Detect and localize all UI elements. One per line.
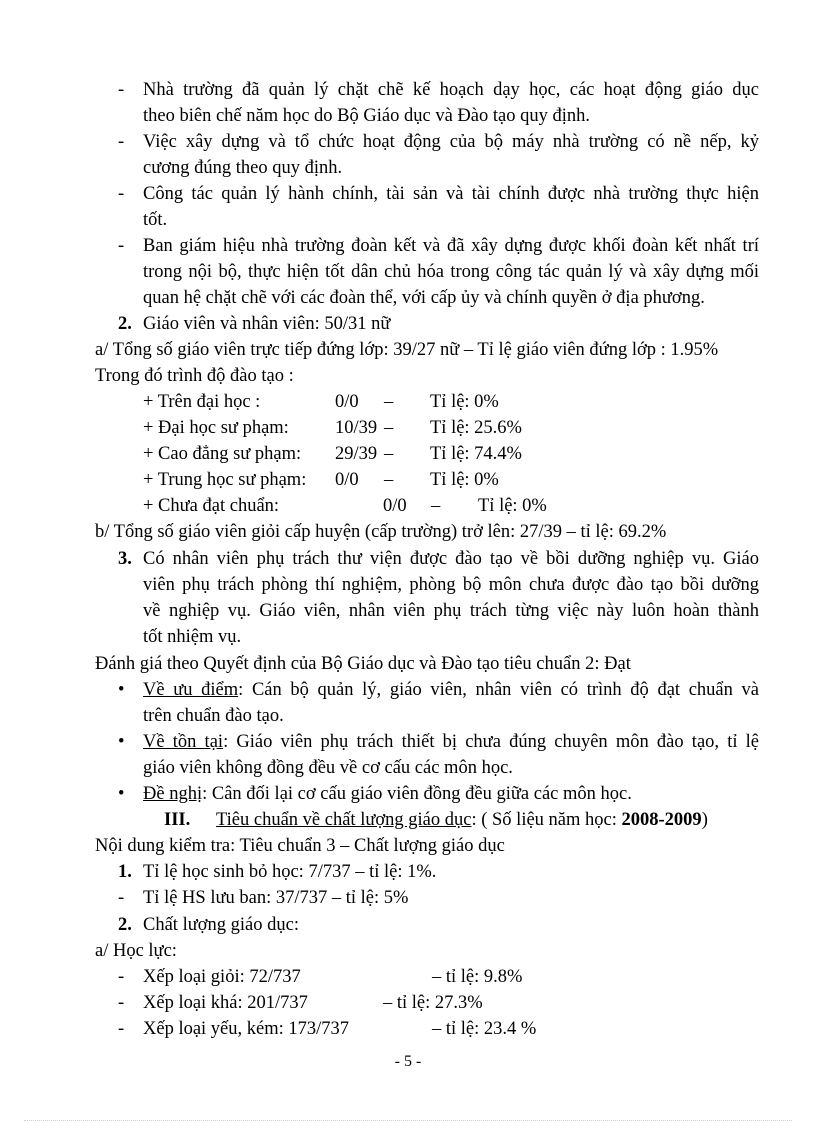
paragraph-line: Tỉ lệ học sinh bỏ học: 7/737 – tỉ lệ: 1%.	[143, 862, 437, 882]
training-value: 0/0	[335, 392, 359, 412]
dash-marker: -	[118, 132, 125, 152]
training-label: + Trên đại học :	[143, 392, 261, 412]
grade-label: Xếp loại giỏi: 72/737	[143, 967, 301, 987]
dash-marker: -	[118, 993, 125, 1013]
eval-text: : Cán bộ quản lý, giáo viên, nhân viên có trình độ đạt chuẩn và	[238, 680, 759, 700]
paragraph-line: a/ Học lực:	[95, 941, 177, 961]
training-dash: –	[384, 470, 394, 490]
eval-head: Về tồn tại	[143, 732, 224, 752]
bullet-marker: •	[118, 680, 125, 700]
paragraph-line: cương đúng theo quy định.	[143, 158, 343, 178]
paragraph-line: Nội dung kiểm tra: Tiêu chuẩn 3 – Chất lượng giáo dục	[95, 836, 505, 856]
training-rate: Tỉ lệ: 0%	[478, 496, 547, 516]
item-number: 2.	[118, 314, 132, 334]
grade-rate: – tỉ lệ: 9.8%	[432, 967, 523, 987]
section-title: Tiêu chuẩn về chất lượng giáo dục	[216, 810, 472, 830]
training-rate: Tỉ lệ: 25.6%	[430, 418, 522, 438]
grade-rate: – tỉ lệ: 23.4 %	[432, 1019, 537, 1039]
paragraph-line: Công tác quản lý hành chính, tài sản và tài chính được nhà trường thực hiện	[143, 184, 759, 204]
section-note-end: )	[701, 810, 708, 830]
grade-label: Xếp loại yếu, kém: 173/737	[143, 1019, 350, 1039]
paragraph-line: b/ Tổng số giáo viên giỏi cấp huyện (cấp trường) trở lên: 27/39 – tỉ lệ: 69.2%	[95, 522, 667, 542]
paragraph-line: Đánh giá theo Quyết định của Bộ Giáo dục và Đào tạo tiêu chuẩn 2: Đạt	[95, 654, 631, 674]
eval-head: Về ưu điểm	[143, 680, 239, 700]
training-value: 29/39	[335, 444, 378, 464]
paragraph-line: Nhà trường đã quản lý chặt chẽ kế hoạch dạy học, các hoạt động giáo dục	[143, 80, 759, 100]
item-heading: Giáo viên và nhân viên: 50/31 nữ	[143, 314, 391, 334]
grade-label: Xếp loại khá: 201/737	[143, 993, 308, 1013]
paragraph-line: Tỉ lệ HS lưu ban: 37/737 – tỉ lệ: 5%	[143, 888, 409, 908]
training-dash: –	[384, 444, 394, 464]
training-value: 10/39	[335, 418, 378, 438]
dash-marker: -	[118, 967, 125, 987]
paragraph-line: Ban giám hiệu nhà trường đoàn kết và đã xây dựng được khối đoàn kết nhất trí	[143, 236, 759, 256]
training-dash: –	[384, 392, 394, 412]
training-rate: Tỉ lệ: 74.4%	[430, 444, 522, 464]
item-heading: Chất lượng giáo dục:	[143, 915, 299, 935]
training-value: 0/0	[335, 470, 359, 490]
paragraph-line: Có nhân viên phụ trách thư viện được đào tạo về bồi dưỡng nghiệp vụ. Giáo	[143, 549, 759, 569]
paragraph-line: giáo viên không đồng đều về cơ cấu các môn học.	[143, 758, 513, 778]
paragraph-line: về nghiệp vụ. Giáo viên, nhân viên phụ trách từng việc này luôn hoàn thành	[143, 601, 759, 621]
bullet-marker: •	[118, 784, 125, 804]
paragraph-line: trong nội bộ, thực hiện tốt dân chủ hóa trong công tác quản lý và xây dựng mối	[143, 262, 759, 282]
paragraph-line: Việc xây dựng và tổ chức hoạt động của bộ máy nhà trường có nề nếp, kỷ	[143, 132, 759, 152]
paragraph-line: theo biên chế năm học do Bộ Giáo dục và Đào tạo quy định.	[143, 106, 590, 126]
item-number: 2.	[118, 915, 132, 935]
bullet-marker: •	[118, 732, 125, 752]
dash-marker: -	[118, 80, 125, 100]
paragraph-line: tốt.	[143, 210, 168, 230]
paragraph-line: viên phụ trách phòng thí nghiệm, phòng bộ môn chưa được đào tạo bồi dưỡng	[143, 575, 759, 595]
training-label: + Chưa đạt chuẩn:	[143, 496, 280, 516]
item-number: 1.	[118, 862, 132, 882]
paragraph-line: a/ Tổng số giáo viên trực tiếp đứng lớp: 39/27 nữ – Tỉ lệ giáo viên đứng lớp : 1.95%	[95, 340, 719, 360]
paragraph-line: quan hệ chặt chẽ với các đoàn thể, với cấp ủy và chính quyền ở địa phương.	[143, 288, 705, 308]
paragraph-line: tốt nhiệm vụ.	[143, 627, 242, 647]
paragraph-line	[143, 677, 759, 703]
section-year: 2008-2009	[621, 810, 702, 830]
eval-text: : Giáo viên phụ trách thiết bị chưa đúng chuyên môn đào tạo, tỉ lệ	[223, 732, 760, 752]
training-label: + Đại học sư phạm:	[143, 418, 289, 438]
item-number: 3.	[118, 549, 132, 569]
training-label: + Cao đẳng sư phạm:	[143, 444, 302, 464]
training-rate: Tỉ lệ: 0%	[430, 392, 499, 412]
training-dash: –	[431, 496, 441, 516]
dash-marker: -	[118, 1019, 125, 1039]
section-note: : ( Số liệu năm học:	[471, 810, 622, 830]
dash-marker: -	[118, 236, 125, 256]
paragraph-line: Trong đó trình độ đào tạo :	[95, 366, 294, 386]
grade-rate: – tỉ lệ: 27.3%	[383, 993, 483, 1013]
paragraph-line: trên chuẩn đào tạo.	[143, 706, 284, 726]
eval-head: Đề nghị	[143, 784, 203, 804]
dash-marker: -	[118, 888, 125, 908]
eval-text: : Cân đối lại cơ cấu giáo viên đồng đều giữa các môn học.	[202, 784, 632, 804]
section-heading	[216, 807, 708, 833]
training-value: 0/0	[383, 496, 407, 516]
page-bottom-rule	[24, 1120, 792, 1121]
dash-marker: -	[118, 184, 125, 204]
section-number: III.	[164, 810, 191, 830]
paragraph-line	[143, 781, 632, 807]
training-rate: Tỉ lệ: 0%	[430, 470, 499, 490]
paragraph-line	[143, 729, 759, 755]
page-number: - 5 -	[394, 1053, 422, 1070]
training-dash: –	[384, 418, 394, 438]
training-label: + Trung học sư phạm:	[143, 470, 307, 490]
